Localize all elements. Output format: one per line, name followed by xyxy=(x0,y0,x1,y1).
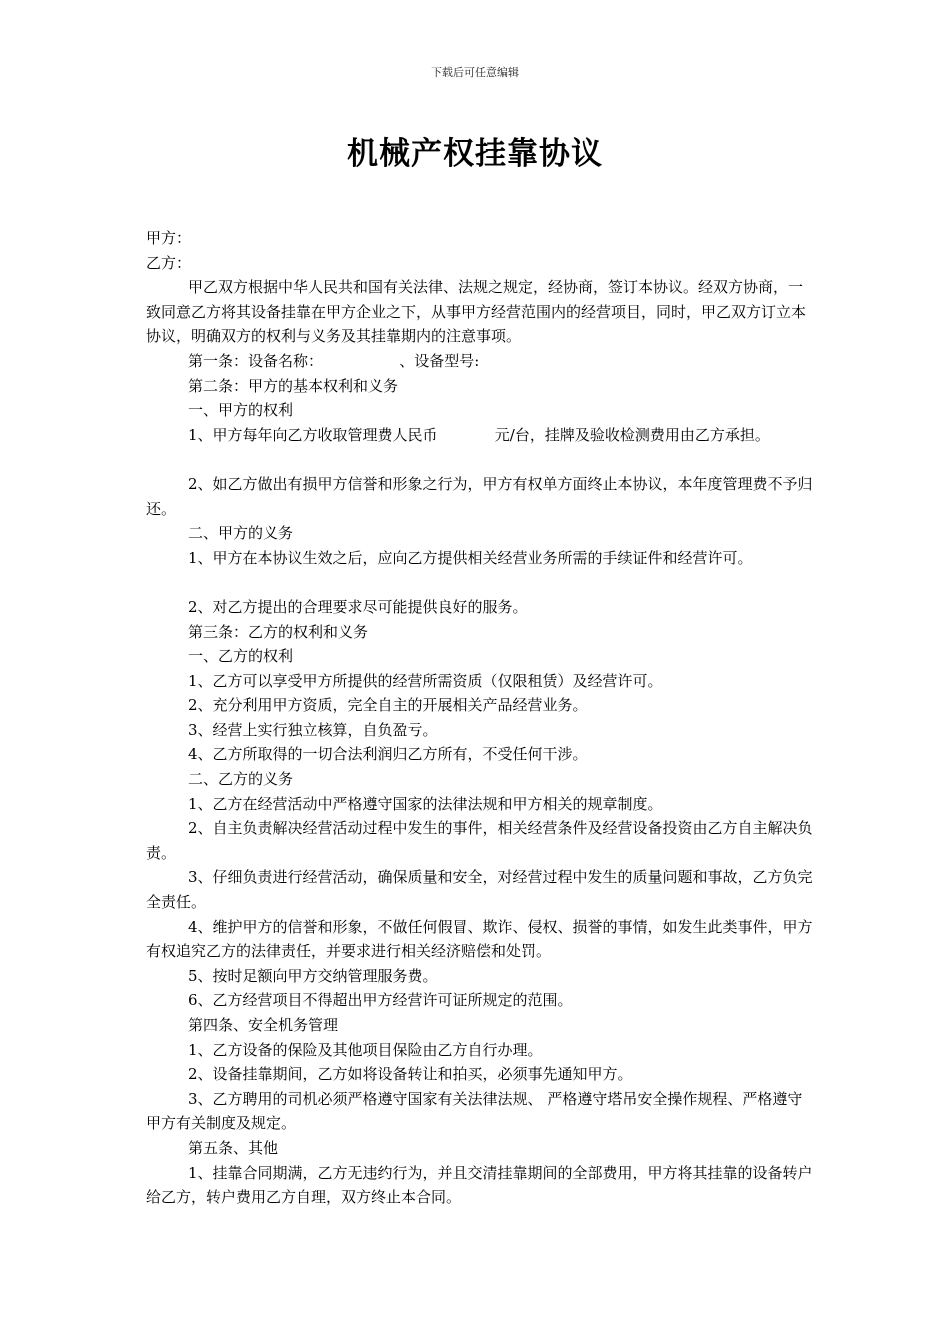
paragraph: 甲乙双方根据中华人民共和国有关法律、法规之规定，经协商，签订本协议。经双方协商，一致同意乙方将其设备挂靠在甲方企业之下，从事甲方经营范围内的经营项目，同时，甲乙双方订立本协议，明确双方的权利与义务及其挂靠期内的注意事项。 xyxy=(146,278,807,346)
paragraph: 2、对乙方提出的合理要求尽可能提供良好的服务。 xyxy=(188,597,528,616)
paragraph: 二、乙方的义务 xyxy=(188,770,294,789)
paragraph: 乙方： xyxy=(146,253,192,272)
paragraph: 一、甲方的权利 xyxy=(188,401,294,420)
paragraph: 第二条：甲方的基本权利和义务 xyxy=(188,376,399,395)
paragraph: 二、甲方的义务 xyxy=(188,524,294,543)
paragraph: 第三条：乙方的权利和义务 xyxy=(188,622,369,641)
paragraph: 第四条、安全机务管理 xyxy=(188,1016,339,1034)
paragraph: 2、设备挂靠期间，乙方如将设备转让和拍买，必须事先通知甲方。 xyxy=(188,1065,633,1084)
paragraph: 1、甲方每年向乙方收取管理费人民币 元/台，挂牌及验收检测费用由乙方承担。 xyxy=(188,425,770,444)
page-header: 下载后可任意编辑 xyxy=(431,66,519,79)
document-title: 机械产权挂靠协议 xyxy=(347,136,603,172)
paragraph: 第一条：设备名称： 、设备型号: xyxy=(188,351,480,370)
paragraph: 一、乙方的权利 xyxy=(188,647,294,666)
paragraph: 2、充分利用甲方资质，完全自主的开展相关产品经营业务。 xyxy=(188,696,588,715)
paragraph: 甲方： xyxy=(146,229,192,247)
blank-line xyxy=(146,447,816,472)
document-body xyxy=(146,226,816,1210)
paragraph: 5、按时足额向甲方交纳管理服务费。 xyxy=(188,966,438,985)
paragraph: 6、乙方经营项目不得超出甲方经营许可证所规定的范围。 xyxy=(188,991,573,1010)
paragraph: 1、乙方在经营活动中严格遵守国家的法律法规和甲方相关的规章制度。 xyxy=(188,794,663,813)
paragraph: 2、如乙方做出有损甲方信誉和形象之行为，甲方有权单方面终止本协议，本年度管理费不予归还。 xyxy=(146,474,813,518)
paragraph: 3、乙方聘用的司机必须严格遵守国家有关法律法规、 严格遵守塔吊安全操作规程、严格遵守甲方有关制度及规定。 xyxy=(146,1089,803,1133)
paragraph: 1、挂靠合同期满，乙方无违约行为，并且交清挂靠期间的全部费用，甲方将其挂靠的设备转户给乙方，转户费用乙方自理，双方终止本合同。 xyxy=(146,1163,813,1207)
paragraph: 1、乙方可以享受甲方所提供的经营所需资质（仅限租赁）及经营许可。 xyxy=(188,671,663,690)
paragraph: 第五条、其他 xyxy=(188,1138,279,1157)
paragraph: 1、甲方在本协议生效之后，应向乙方提供相关经营业务所需的手续证件和经营许可。 xyxy=(188,548,753,567)
paragraph: 2、自主负责解决经营活动过程中发生的事件，相关经营条件及经营设备投资由乙方自主解决负责。 xyxy=(146,819,813,862)
paragraph: 4、维护甲方的信誉和形象，不做任何假冒、欺诈、侵权、损誉的事情，如发生此类事件，甲方有权追究乙方的法律责任，并要求进行相关经济赔偿和处罚。 xyxy=(146,917,813,961)
paragraph: 3、仔细负责进行经营活动，确保质量和安全，对经营过程中发生的质量问题和事故，乙方负完全责任。 xyxy=(146,868,813,912)
paragraph: 4、乙方所取得的一切合法利润归乙方所有，不受任何干涉。 xyxy=(188,745,588,764)
paragraph: 3、经营上实行独立核算，自负盈亏。 xyxy=(188,720,438,739)
paragraph: 1、乙方设备的保险及其他项目保险由乙方自行办理。 xyxy=(188,1040,543,1059)
blank-line xyxy=(146,570,816,595)
